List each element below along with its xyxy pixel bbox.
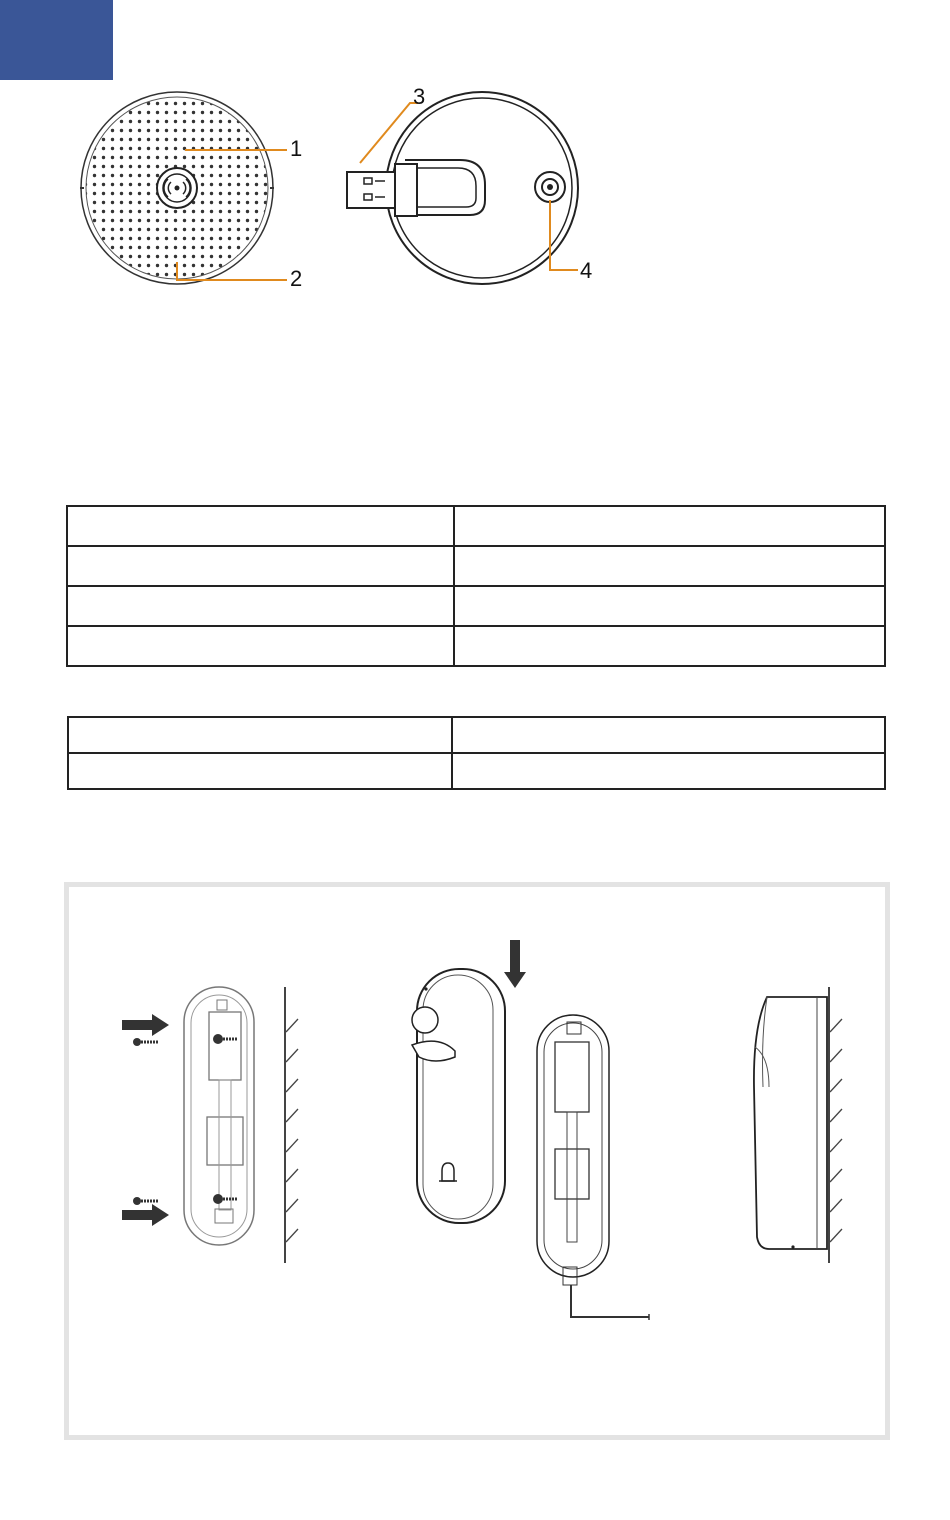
table-cell [67,506,454,546]
arrow-right-icon [122,1014,169,1036]
product-figure [0,0,950,320]
table-cell [452,717,885,753]
table-cell [67,626,454,666]
installation-figure [64,882,890,1440]
table-row [67,626,885,666]
table-cell [68,717,452,753]
screw-icon [133,1038,159,1046]
spec-table-2 [67,716,886,790]
product-diagram [0,0,950,320]
table-row [67,506,885,546]
hex-key-icon [571,1285,649,1320]
table-cell [67,586,454,626]
table-cell [454,586,885,626]
screw-icon [133,1197,159,1205]
reset-button [535,172,565,202]
spec-table-1 [66,505,886,667]
mounted-side-view-step [754,987,842,1263]
arrow-right-icon [122,1204,169,1226]
speaker-front-view [80,92,274,284]
speaker-back-view [347,92,578,284]
table-cell [67,546,454,586]
mount-bracket-step [122,987,298,1263]
table-row [68,753,885,789]
callout-number-4: 4 [580,258,593,283]
callout-number-3: 3 [413,84,426,109]
callout-number-1: 1 [290,136,303,161]
table-cell [454,546,885,586]
table-cell [452,753,885,789]
arrow-down-icon [504,940,526,988]
table-row [67,586,885,626]
slide-doorbell-step [412,940,649,1320]
table-row [67,546,885,586]
table-cell [454,626,885,666]
callout-number-2: 2 [290,266,303,291]
table-cell [68,753,452,789]
usb-plug [347,164,417,216]
installation-diagram [69,887,885,1435]
table-row [68,717,885,753]
table-cell [454,506,885,546]
